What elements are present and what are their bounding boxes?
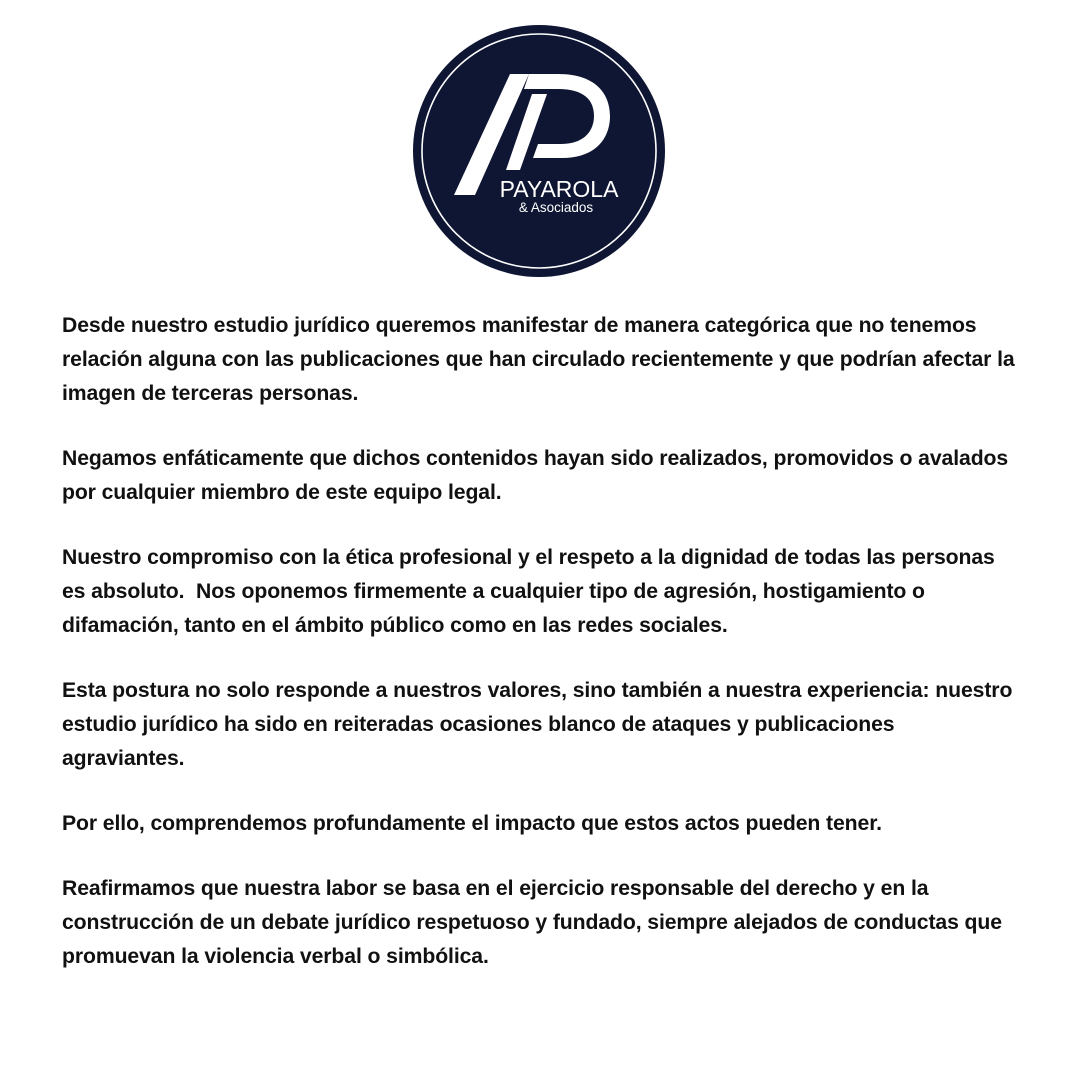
- statement-paragraph-4: Esta postura no solo responde a nuestros valores, sino también a nuestra experiencia: nuestro estudio jurídico ha sido en reiteradas ocasiones blanco de ataques y publicaciones agraviantes.: [62, 679, 1019, 770]
- public-statement: [62, 309, 1022, 1005]
- statement-paragraph-5: Por ello, comprendemos profundamente el impacto que estos actos pueden tener.: [62, 812, 882, 835]
- payarola-logo-mark: [412, 24, 666, 278]
- logo-brand-name: PAYAROLA: [499, 176, 619, 202]
- logo-brand-subtitle: & Asociados: [518, 200, 594, 215]
- statement-paragraph-2: Negamos enfáticamente que dichos contenidos hayan sido realizados, promovidos o avalados por cualquier miembro de este equipo legal.: [62, 447, 1014, 504]
- statement-paragraph-3: Nuestro compromiso con la ética profesional y el respeto a la dignidad de todas las personas es absoluto. Nos oponemos firmemente a cualquier tipo de agresión, hostigamiento o difamación, tanto en el ámbito público como en las redes sociales.: [62, 546, 1001, 637]
- statement-paragraph-1: Desde nuestro estudio jurídico queremos manifestar de manera categórica que no tenemos relación alguna con las publicaciones que han circulado recientemente y que podrían afectar la imagen de terceras personas.: [62, 314, 1021, 405]
- firm-logo: [412, 24, 666, 278]
- statement-paragraph-6: Reafirmamos que nuestra labor se basa en el ejercicio responsable del derecho y en la construcción de un debate jurídico respetuoso y fundado, siempre alejados de conductas que promuevan la violencia verbal o simbólica.: [62, 877, 1008, 968]
